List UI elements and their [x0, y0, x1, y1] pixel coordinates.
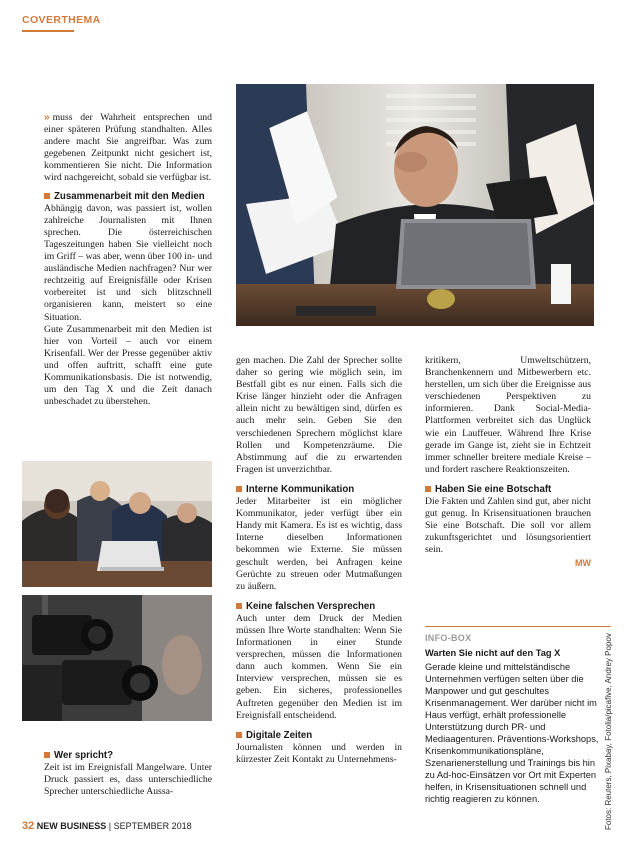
- lead-marker: »: [44, 112, 50, 123]
- page-footer: [22, 820, 192, 832]
- col2-paragraph-2: Jeder Mitarbeiter ist ein möglicher Kommunikator, jeder verfügt über ein Handy mit Kamera. Es ist es wichtig, dass Interne dieselben Informationen bekommen wie Externe. Sie müssen geschult werden, bei Anfragen keine Gerüchte zu streuen oder Mutmaßungen zu äußern.: [236, 496, 402, 592]
- infobox-body: Gerade kleine und mittelständische Unternehmen verfügen selten über die Manpower und gut geschultes Krisenmanagement. Wer darüber nicht im Haus verfügt, erhält professionelle Unterstützung durch PR- und Mediaagenturen. Präventions-Workshops, Krisenkommunikationspläne, Szenarienerstellung und Trainings bis hin zu Ad-hoc-Einsätzen vor Ort mit Experten helfen, in Krisensituationen schnell und richtig reagieren zu können.: [425, 662, 599, 804]
- col1-paragraph-3: Gute Zusammenarbeit mit den Medien ist hier von Vorteil – auch vor einem Krisenfall. Wer der Presse gegenüber aktiv und offen auftritt, schafft eine gute Kommunikationsbasis. Die ist notwendig, um den Tag X und die Zeit danach unbeschadet zu überstehen.: [44, 323, 212, 408]
- footer-separator: |: [108, 821, 112, 831]
- photo-credit-text: Fotos: Reuters, Pixabay, Fotolia/picafive, Andrey Popov: [604, 633, 613, 830]
- bullet-square-icon: [236, 603, 242, 609]
- section-kicker: COVERTHEMA: [22, 14, 101, 26]
- bullet-square-icon: [44, 752, 50, 758]
- photo-press-cameras: [22, 595, 212, 721]
- page-number: 32: [22, 820, 35, 832]
- magazine-name: NEW BUSINESS: [36, 821, 107, 831]
- author-signature: MW: [575, 557, 591, 568]
- col2-paragraph-3: Auch unter dem Druck der Medien müssen Ihre Worte standhalten: Wenn Sie Informationen in einer Stunde versprechen, müssen die Informationen dann auch kommen. Wenn Sie ein Interview versprechen, müssen sie es geben. Ein sicheres, professionelles Auftreten gegenüber den Medien ist im Ereignisfall entscheidend.: [236, 612, 402, 721]
- article-column-3: [425, 355, 591, 569]
- col1-heading-1: Zusammenarbeit mit den Medien: [44, 191, 212, 203]
- issue-date: SEPTEMBER 2018: [113, 821, 192, 831]
- bullet-square-icon: [236, 486, 242, 492]
- col1-heading-2: Wer spricht?: [44, 750, 212, 762]
- col3-paragraph-2: Die Fakten und Zahlen sind gut, aber nicht gut genug. In Krisensituationen brauchen Sie eine Botschaft. Die soll vor allem zukunftsgerichtet und lösungsorientiert sein.: [425, 496, 591, 556]
- col2-heading-1: Interne Kommunikation: [236, 484, 402, 496]
- article-column-1-bottom: [44, 750, 212, 798]
- bullet-square-icon: [236, 732, 242, 738]
- article-column-2: [236, 355, 402, 766]
- kicker-rule: [22, 30, 74, 32]
- col3-heading-1: Haben Sie eine Botschaft: [425, 484, 591, 496]
- infobox: [425, 647, 601, 805]
- infobox-title: Warten Sie nicht auf den Tag X: [425, 648, 561, 658]
- col3-paragraph-1: kritikern, Umweltschützern, Branchenkennern und Mitbewerbern etc. herstellen, um sich über die Ereignisse aus verschiedenen Perspektiven zu informieren. Dank Social-Media-Plattformen verbreitet sich das Unglück wie ein Lauffeuer. Während Ihre Krise gerade im Gange ist, zieht sie in Echtzeit immer schneller breitere mediale Kreise – und fordert raschere Reaktionszeiten.: [425, 355, 591, 475]
- col1-paragraph-1: muss der Wahrheit entsprechen und einer späteren Prüfung standhalten. Alles andere macht Sie angreifbar. Was zum gegebenen Zeitpunkt nicht gesichert ist, kommentieren Sie nicht. Die Information wird nachgereicht, sobald sie verfügbar ist.: [44, 112, 212, 184]
- infobox-rule: [425, 626, 611, 627]
- bullet-square-icon: [425, 486, 431, 492]
- photo-credit: [604, 590, 616, 830]
- infobox-label: INFO-BOX: [425, 633, 472, 643]
- col1-paragraph-2: Abhängig davon, was passiert ist, wollen zahlreiche Journalisten mit Ihnen sprechen. Die österreichischen Tageszeitungen haben Sie vielleicht noch im Griff – was aber, wenn über 100 in- und ausländische Medien nachfragen? Nur wer rechtzeitig auf Ereignisfälle oder Krisen vorbereitet ist und sich blitzschnell organisieren kann, meistert so eine Situation.: [44, 202, 212, 323]
- col2-heading-2: Keine falschen Versprechen: [236, 601, 402, 613]
- col2-paragraph-1: gen machen. Die Zahl der Sprecher sollte daher so gering wie möglich sein, im Bestfall gibt es nur einen. Falls sich die Krise länger hinzieht oder die Anfragen allein nicht zu bewältigen sind, dürfen es auch mehr sein. Geben Sie den verschiedenen Sprechern möglichst klare Rollen und Kompetenzräume. Die Abstimmung auf die zu erwartenden Fragen ist unverzichtbar.: [236, 355, 402, 475]
- bullet-square-icon: [44, 193, 50, 199]
- col2-heading-3: Digitale Zeiten: [236, 730, 402, 742]
- article-column-1: [44, 112, 212, 408]
- col2-paragraph-4: Journalisten können und werden in kürzester Zeit Kontakt zu Unternehmens-: [236, 741, 402, 765]
- photo-office-meeting: [22, 461, 212, 587]
- photo-stressed-businessman: [236, 84, 594, 326]
- col1-paragraph-4: Zeit ist im Ereignisfall Mangelware. Unter Druck passiert es, dass unterschiedliche Sprecher unterschiedliche Aussa-: [44, 762, 212, 798]
